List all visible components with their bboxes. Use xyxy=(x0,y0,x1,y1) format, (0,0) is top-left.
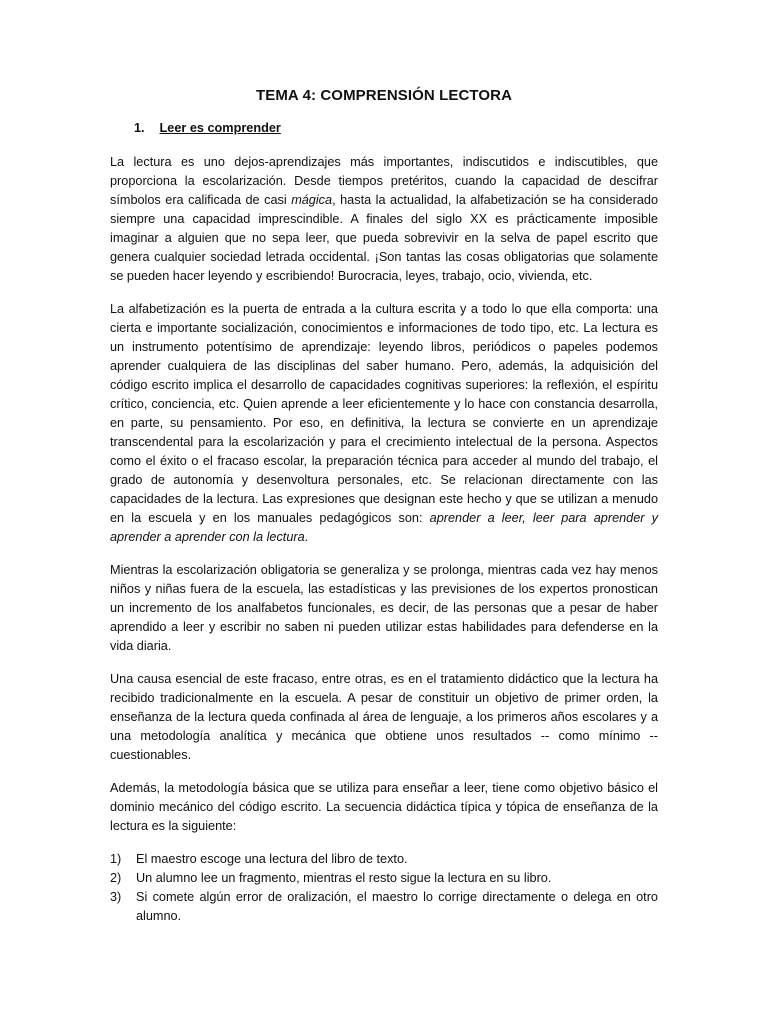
document-title: TEMA 4: COMPRENSIÓN LECTORA xyxy=(255,87,513,104)
paragraph xyxy=(110,561,658,656)
list-item-marker: 2) xyxy=(110,871,122,885)
paragraph xyxy=(110,153,658,286)
paragraph xyxy=(110,779,658,836)
section-number: 1. xyxy=(134,121,145,135)
paragraph-italic-text: mágica xyxy=(291,193,333,207)
list-item-text: Si comete algún error de oralización, el maestro lo corrige directamente o delega en otro alumno. xyxy=(136,890,658,923)
paragraph-text: La lectura es uno dejos-aprendizajes más importantes, indiscutidos e indiscutibles, que proporciona la escolarización. Desde tiempos pretéritos, cuando la capacidad de descifrar símbolos era calificada de casi xyxy=(110,155,658,207)
section-label: Leer es comprender xyxy=(159,121,281,135)
paragraph-text: Además, la metodología básica que se utiliza para enseñar a leer, tiene como objetivo básico el dominio mecánico del código escrito. La secuencia didáctica típica y tópica de enseñanza de la lectura es la siguiente: xyxy=(110,781,658,833)
list-item-marker: 3) xyxy=(110,890,122,904)
list-item xyxy=(110,888,658,926)
paragraph xyxy=(110,300,658,547)
paragraph-text: Una causa esencial de este fracaso, entre otras, es en el tratamiento didáctico que la lectura ha recibido tradicionalmente en la escuela. A pesar de constituir un objetivo de primer orden, la enseñanza de la lectura queda confinada al área de lenguaje, a los primeros años escolares y a una metodología analítica y mecánica que obtiene unos resultados -- como mínimo -- cuestionables. xyxy=(110,672,658,762)
paragraph-text: La alfabetización es la puerta de entrada a la cultura escrita y a todo lo que ella comporta: una cierta e importante socialización, conocimientos e informaciones de todo tipo, etc. La lectura es un instrumento potentísimo de aprendizaje: leyendo libros, periódicos o papeles podemos aprender cualquiera de las disciplinas del saber humano. Pero, además, la adquisición del código escrito implica el desarrollo de capacidades cognitivas superiores: la reflexión, el espíritu crítico, conciencia, etc. Quien aprende a leer eficientemente y lo hace con constancia desarrolla, en parte, su pensamiento. Por eso, en definitiva, la lectura se convierte en un aprendizaje transcendental para la escolarización y para el crecimiento intelectual de la persona. Aspectos como el éxito o el fracaso escolar, la preparación técnica para acceder al mundo del trabajo, el grado de autonomía y desenvoltura personales, etc. Se relacionan directamente con las capacidades de la lectura. Las expresiones que designan este hecho y que se utilizan a menudo en la escuela y en los manuales pedagógicos son: xyxy=(110,302,658,525)
list-item-marker: 1) xyxy=(110,852,122,866)
list-item-text: Un alumno lee un fragmento, mientras el resto sigue la lectura en su libro. xyxy=(136,871,552,885)
paragraph-italic-text: aprender a leer, leer para aprender y aprender a aprender con la lectura xyxy=(110,511,659,544)
list-item-text: El maestro escoge una lectura del libro de texto. xyxy=(136,852,408,866)
document-content xyxy=(110,86,658,926)
paragraph-text: Mientras la escolarización obligatoria se generaliza y se prolonga, mientras cada vez hay menos niños y niñas fuera de la escuela, las estadísticas y las previsiones de los expertos pronostican un incremento de los analfabetos funcionales, es decir, de las personas que a pesar de haber aprendido a leer y escribir no saben ni pueden utilizar estas habilidades para defenderse en la vida diaria. xyxy=(110,563,658,653)
list-item xyxy=(110,869,658,888)
paragraph-text: . xyxy=(304,530,309,544)
paragraph xyxy=(110,670,658,765)
paragraph-text: , hasta la actualidad, la alfabetización se ha considerado siempre una capacidad imprescindible. A finales del siglo XX es prácticamente imposible imaginar a alguien que no sepa leer, que pueda sobrevivir en la selva de papel escrito que genera cualquier sociedad letrada occidental. ¡Son tantas las cosas obligatorias que solamente se pueden hacer leyendo y escribiendo! Burocracia, leyes, trabajo, ocio, vivienda, etc. xyxy=(110,193,658,283)
list-item xyxy=(110,850,658,869)
section-heading xyxy=(134,119,658,138)
numbered-list xyxy=(110,850,658,926)
